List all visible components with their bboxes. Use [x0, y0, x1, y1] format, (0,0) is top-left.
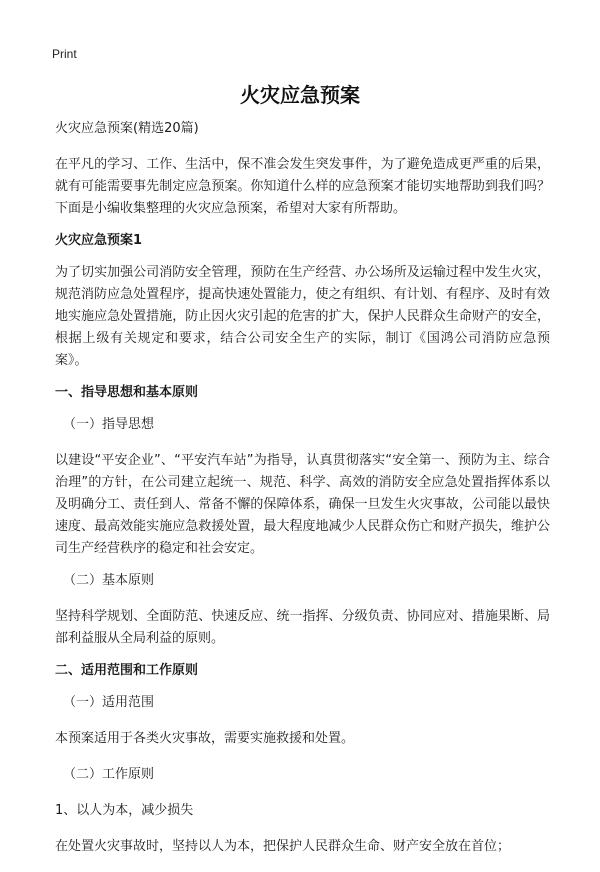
page-title: 火灾应急预案 [240, 83, 360, 107]
subsection-heading: （二）工作原则 [63, 767, 155, 782]
subsection-heading: （一）适用范围 [63, 695, 155, 710]
list-item: 1、以人为本，减少损失 [55, 803, 194, 818]
subsection-heading: （二）基本原则 [63, 573, 155, 588]
section-paragraph: 为了切实加强公司消防安全管理，预防在生产经营、办公场所及运输过程中发生火灾，规范消防应急处置程序，提高快速处置能力，使之有组织、有计划、有程序、及时有效地实施应急处置措施，防止因火灾引起的危害的扩大，保护人民群众生命财产的安全，根据上级有关规定和要求，结合公司安全生产的实际，制订《国鸿公司消防应急预案》。 [55, 265, 550, 368]
section-heading: 一、指导思想和基本原则 [55, 385, 199, 400]
subsection-heading: （一）指导思想 [63, 417, 155, 432]
intro-paragraph: 在平凡的学习、工作、生活中，保不准会发生突发事件，为了避免造成更严重的后果，就有可能需要事先制定应急预案。你知道什么样的应急预案才能切实地帮助到我们吗？下面是小编收集整理的火灾应急预案，希望对大家有所帮助。 [55, 157, 550, 216]
section-paragraph: 以建设“平安企业”、“平安汽车站”为指导，认真贯彻落实“安全第一、预防为主、综合治理”的方针，在公司建立起统一、规范、科学、高效的消防安全应急处置指挥体系以及明确分工、责任到人、常备不懈的保障体系，确保一旦发生火灾事故，公司能以最快速度、最高效能实施应急救援处置，最大程度地减少人民群众伤亡和财产损失，维护公司生产经营秩序的稳定和社会安定。 [55, 453, 550, 556]
section-heading: 火灾应急预案1 [55, 233, 143, 248]
section-paragraph: 在处置火灾事故时，坚持以人为本，把保护人民群众生命、财产安全放在首位； [55, 839, 511, 854]
section-paragraph: 坚持科学规划、全面防范、快速反应、统一指挥、分级负责、协同应对、措施果断、局部利益服从全局利益的原则。 [55, 609, 550, 646]
section-heading: 二、适用范围和工作原则 [55, 663, 199, 678]
section-paragraph: 本预案适用于各类火灾事故，需要实施救援和处置。 [55, 731, 355, 746]
doc-subtitle: 火灾应急预案(精选20篇) [55, 121, 199, 136]
print-link[interactable]: Print [52, 47, 77, 61]
document-body [55, 118, 550, 872]
